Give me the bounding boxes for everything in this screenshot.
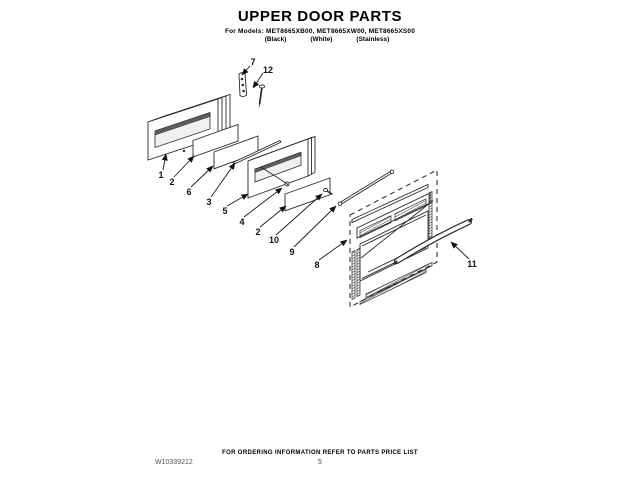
callout-2b: 2 xyxy=(255,227,261,237)
part-8-assembled-door xyxy=(352,192,441,305)
finish-white-label: (White) xyxy=(310,36,333,43)
callout-7: 7 xyxy=(250,57,256,67)
callout-6: 6 xyxy=(186,187,192,197)
callout-5: 5 xyxy=(222,206,228,216)
callout-1: 1 xyxy=(158,170,164,180)
callout-2a: 2 xyxy=(169,177,175,187)
callout-3: 3 xyxy=(206,197,212,207)
part-4-screw xyxy=(285,182,289,186)
callout-12: 12 xyxy=(262,65,274,75)
part-1-outer-door-frame xyxy=(148,95,230,161)
part-9-rod xyxy=(338,170,394,206)
callout-11: 11 xyxy=(467,259,477,269)
models-line: For Models: MET8665XB00, MET8665XW00, MET8665XS00 xyxy=(224,28,416,35)
part-7-hinge-plug xyxy=(239,73,247,97)
part-2-glass-inner xyxy=(285,178,330,211)
page-title: UPPER DOOR PARTS xyxy=(237,8,403,25)
callout-9: 9 xyxy=(289,247,295,257)
document-number: W10339212 xyxy=(155,459,193,466)
part-12-screw xyxy=(259,85,264,107)
callout-10: 10 xyxy=(268,235,280,245)
finish-stainless-label: (Stainless) xyxy=(356,36,390,43)
ordering-note: FOR ORDERING INFORMATION REFER TO PARTS PRICE LIST xyxy=(222,450,418,456)
callout-8: 8 xyxy=(314,260,320,270)
callout-4: 4 xyxy=(239,217,245,227)
page-number: 5 xyxy=(318,459,322,466)
finish-black-label: (Black) xyxy=(264,36,287,43)
